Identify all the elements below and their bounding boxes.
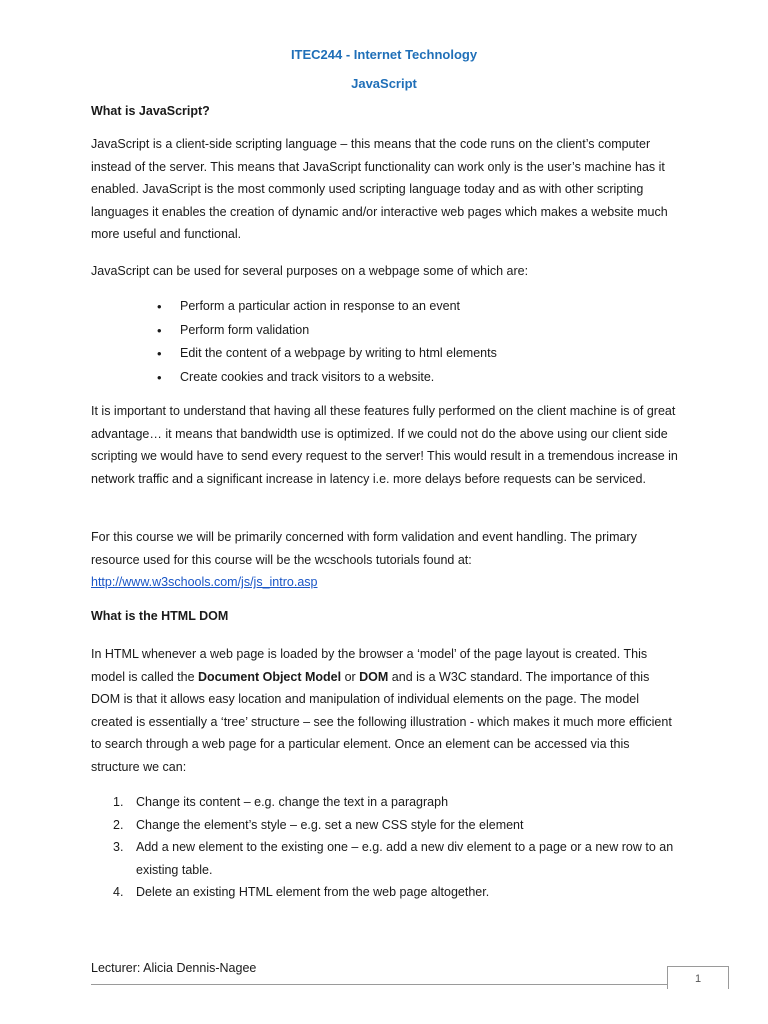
paragraph-resources	[91, 526, 681, 594]
footer-lecturer: Lecturer: Alicia Dennis-Nagee	[91, 961, 257, 975]
purpose-bullet-list	[0, 295, 768, 389]
paragraph-intro: JavaScript is a client-side scripting language – this means that the code runs on the client’s computer instead of the server. This means that JavaScript functionality can work only is the user’s machine has it enabled. JavaScript is the most commonly used scripting language today and as with other scripting languages it enables the creation of dynamic and/or interactive web pages which makes a website much more useful and functional.	[91, 137, 668, 242]
course-title: ITEC244 - Internet Technology	[290, 47, 478, 62]
footer-divider	[91, 984, 667, 985]
w3schools-link[interactable]: http://www.w3schools.com/js/js_intro.asp	[91, 575, 318, 590]
list-item: 4. Delete an existing HTML element from the web page altogether.	[113, 885, 490, 900]
page-number: 1	[667, 966, 729, 989]
bullet-icon: •	[157, 369, 162, 385]
dom-actions-list	[0, 791, 768, 904]
bullet-icon: •	[157, 322, 162, 338]
resources-text: For this course we will be primarily concerned with form validation and event handling. The primary resource used for this course will be the wcschools tutorials found at:	[91, 530, 637, 567]
list-item: 3. Add a new element to the existing one – e.g. add a new div element to a page or a new row to an existing table.	[113, 840, 674, 877]
paragraph-purposes: JavaScript can be used for several purposes on a webpage some of which are:	[91, 264, 529, 278]
list-item: 1. Change its content – e.g. change the text in a paragraph	[113, 795, 449, 809]
list-item: • Perform a particular action in response to an event	[0, 295, 768, 319]
term-document-object-model: Document Object Model	[198, 669, 342, 684]
heading-what-is-javascript: What is JavaScript?	[91, 104, 210, 118]
paragraph-dom: In HTML whenever a web page is loaded by the browser a ‘model’ of the page layout is created. This model is called the Document Object Model or DOM and is a W3C standard. The importance of this DOM is that it allows easy location and manipulation of individual elements on the page. The model created is essentially a ‘tree’ structure – see the following illustration - which makes it much more efficient to search through a web page for a particular element. Once an element can be accessed via this structure we can:	[91, 647, 672, 774]
list-item: • Edit the content of a webpage by writing to html elements	[0, 342, 768, 366]
list-item: • Create cookies and track visitors to a website.	[0, 366, 768, 390]
heading-html-dom: What is the HTML DOM	[91, 609, 229, 623]
bullet-icon: •	[157, 299, 162, 314]
paragraph-advantages: It is important to understand that having all these features fully performed on the client machine is of great advantage… it means that bandwidth use is optimized. If we could not do the above using our client side scripting we would have to send every request to the server! This would result in a tremendous increase in network traffic and a significant increase in latency i.e. more delays before requests can be serviced.	[91, 404, 678, 486]
list-item: 2. Change the element’s style – e.g. set a new CSS style for the element	[113, 817, 524, 832]
list-item: • Perform form validation	[0, 319, 768, 343]
topic-title: JavaScript	[351, 76, 417, 91]
term-dom: DOM	[359, 669, 389, 684]
bullet-icon: •	[157, 346, 162, 361]
